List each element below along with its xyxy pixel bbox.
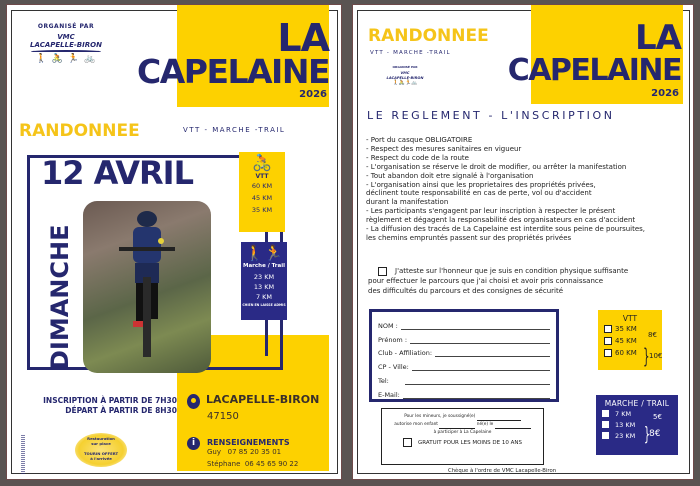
info-title: RENSEIGNEMENTS: [207, 438, 290, 447]
marche-price-long: 8€: [649, 429, 661, 439]
rule-line: déclinent toute responsabilité en cas de perte, vol ou d'accident: [366, 189, 592, 198]
option-label: 23 KM: [615, 431, 636, 440]
rule-line: - Tout abandon doit etre signalé à l'organisation: [366, 171, 534, 180]
vtt-price-long: 10€: [649, 352, 663, 360]
rule-line: - Les participants s'engagent par leur inscription à respecter le présent: [366, 207, 616, 216]
mountain-biker-illustration: [117, 207, 177, 357]
marche-distance: 7 KM: [255, 293, 273, 301]
marche-pricing-box: [596, 395, 678, 455]
free-under-10-checkbox[interactable]: [403, 438, 412, 447]
brace-icon: }: [644, 423, 651, 445]
attestation-checkbox[interactable]: [378, 267, 387, 276]
minor-text: à participer à La Capelaine: [433, 430, 492, 435]
event-disciplines: VTT - MARCHE -TRAIL: [183, 126, 286, 134]
connector-line: [265, 232, 268, 242]
printer-note: [21, 435, 25, 475]
rule-line: les chemins empruntés passent sur des propriétés privées: [366, 233, 572, 242]
club-name-line2: LACAPELLE-BIRON: [30, 41, 102, 49]
attestation: [368, 266, 688, 296]
location-pin-icon: [187, 394, 200, 409]
club-name-line1: VMC: [400, 71, 410, 75]
section-title: LE REGLEMENT - L'INSCRIPTION: [367, 109, 615, 122]
marche-label: Marche / Trail: [243, 263, 285, 269]
field-label: Prénom :: [378, 335, 408, 344]
marche-option: [596, 430, 678, 441]
form-row-tel: [378, 371, 550, 385]
marche-distance: 13 KM: [253, 283, 275, 291]
child-birthdate-field[interactable]: [495, 423, 531, 429]
rule-line: - La diffusion des tracés de La Capelaine est interdite sous peine de poursuites,: [366, 225, 646, 234]
event-year: 2026: [299, 89, 327, 100]
prenom-field[interactable]: [410, 335, 550, 344]
flyer-back-page: [352, 4, 694, 480]
marche-23km-checkbox[interactable]: [602, 432, 609, 439]
title-line2: CAPELAINE: [507, 53, 681, 88]
contact-guy: Guy 07 85 20 35 01: [207, 448, 282, 456]
marche-price-short: 5€: [653, 413, 662, 421]
event-year: 2026: [651, 88, 679, 99]
attestation-text: des difficultés du parcours et des consignes de sécurité: [368, 287, 564, 295]
catering-line: sur place: [91, 441, 111, 446]
rule-line: - L'organisation se réserve le droit de modifier, ou arrêter la manifestation: [366, 162, 627, 171]
minor-text: Pour les mineurs, je soussigné(e): [404, 414, 476, 419]
form-row-cp-ville: [378, 357, 550, 371]
marche-13km-checkbox[interactable]: [602, 421, 609, 428]
field-label: NOM :: [378, 321, 398, 330]
schedule: [27, 396, 177, 416]
title-line1: LA: [277, 16, 329, 60]
field-label: Club - Affiliation:: [378, 349, 433, 358]
dog-note: CHIEN EN LAISSE ADMIS: [242, 303, 286, 307]
location-name: LACAPELLE-BIRON: [206, 393, 320, 406]
attestation-text: J'atteste sur l'honneur que je suis en condition physique suffisante: [395, 267, 629, 275]
vtt-60km-checkbox[interactable]: [604, 349, 612, 357]
option-label: 7 KM: [615, 409, 632, 418]
sports-icons: 🚶🚴🏃🚲: [392, 80, 418, 86]
option-label: 45 KM: [615, 337, 637, 345]
organizer-label: ORGANISÉ PAR: [392, 65, 418, 69]
vtt-pricing-title: VTT: [622, 314, 638, 323]
marche-distance: 23 KM: [253, 273, 275, 281]
free-under-10-label: GRATUIT POUR LES MOINS DE 10 ANS: [418, 439, 522, 446]
flyer-front-page: [6, 4, 342, 480]
marche-option: [596, 408, 678, 419]
marche-distances-box: [241, 242, 287, 320]
event-disciplines: VTT - MARCHE -TRAIL: [370, 50, 451, 56]
vtt-distance: 60 KM: [251, 182, 273, 190]
form-row-email: [378, 385, 550, 399]
location-postcode: 47150: [207, 411, 239, 422]
marche-option: [596, 419, 678, 430]
cyclist-photo: [83, 201, 211, 373]
title-line2: CAPELAINE: [137, 52, 329, 91]
vtt-pricing-box: [598, 310, 662, 370]
swoosh-decoration: [31, 50, 101, 53]
brace-icon: }: [643, 344, 650, 368]
nom-field[interactable]: [401, 321, 550, 330]
option-label: 60 KM: [615, 349, 637, 357]
club-name-line1: VMC: [57, 33, 75, 41]
event-date: 12 AVRIL: [41, 154, 193, 192]
event-type: RANDONNEE: [368, 26, 489, 46]
marche-7km-checkbox[interactable]: [602, 410, 609, 417]
rule-line: - Port du casque OBLIGATOIRE: [366, 136, 473, 144]
tel-field[interactable]: [405, 376, 550, 385]
hiker-runner-icon: 🚶🏃: [245, 244, 283, 262]
info-icon: i: [187, 437, 200, 450]
vtt-label: VTT: [255, 173, 269, 180]
sports-icons: 🚶 🚴 🏃 🚲: [35, 54, 97, 64]
registration-form: [369, 309, 559, 402]
club-name-line2: LACAPELLE-BIRON: [386, 75, 424, 80]
contact-stephane: Stéphane 06 45 65 90 22: [207, 460, 299, 468]
organizer-label: ORGANISÉ PAR: [37, 23, 95, 30]
option-label: 35 KM: [615, 325, 637, 333]
rule-line: - Respect des mesures sanitaires en vigueur: [366, 144, 522, 153]
vtt-price-short: 8€: [648, 331, 657, 339]
rule-line: durant la manifestation: [366, 198, 449, 207]
catering-line: Restauration: [87, 436, 115, 441]
attestation-text: pour effectuer le parcours que j'ai choisi et avoir pris connaissance: [368, 277, 604, 285]
departure-time: DÉPART À PARTIR DE 8H30: [65, 406, 177, 415]
title-line1: LA: [635, 18, 681, 58]
vtt-distance: 35 KM: [251, 206, 273, 214]
vtt-distance: 45 KM: [251, 194, 273, 202]
catering-badge: [75, 433, 127, 467]
rule-line: - L'organisation ainsi que les proprietaires des propriétés privées,: [366, 180, 596, 189]
field-label: CP - Ville:: [378, 363, 409, 372]
form-row-prenom: [378, 330, 550, 344]
event-weekday: DIMANCHE: [46, 224, 74, 370]
marche-pricing-title: MARCHE / TRAIL: [604, 399, 670, 408]
bicycle-icon: 🚴: [252, 153, 272, 172]
rule-line: règlement et dégagent la responsabilité des organisateurs en cas d'accident: [366, 216, 636, 225]
organizer-logo: [383, 65, 427, 86]
club-field[interactable]: [435, 348, 550, 357]
minor-text: autorise mon enfant: [394, 422, 438, 427]
field-label: Tel:: [378, 376, 389, 385]
organizer-logo: [21, 23, 111, 64]
vtt-35km-checkbox[interactable]: [604, 325, 612, 333]
event-type: RANDONNEE: [19, 121, 140, 141]
payment-note: Chèque à l'ordre de VMC Lacapelle-Biron: [448, 468, 557, 474]
connector-line: [265, 320, 268, 356]
form-row-club: [378, 344, 550, 358]
rules-list: [366, 136, 691, 243]
field-label: E-Mail:: [378, 390, 400, 399]
email-field[interactable]: [403, 390, 550, 399]
vtt-45km-checkbox[interactable]: [604, 337, 612, 345]
form-row-nom: [378, 316, 550, 330]
rule-line: - Respect du code de la route: [366, 153, 469, 162]
option-label: 13 KM: [615, 420, 636, 429]
catering-line: à l'arrivée: [90, 456, 112, 461]
cp-ville-field[interactable]: [412, 362, 550, 371]
vtt-distances-box: [239, 152, 285, 232]
catering-line: TOURIN OFFERT: [83, 451, 119, 456]
inscription-time: INSCRIPTION À PARTIR DE 7H30: [43, 396, 177, 405]
minor-text: né(e) le: [476, 422, 494, 427]
minor-authorization-box: [381, 408, 544, 465]
